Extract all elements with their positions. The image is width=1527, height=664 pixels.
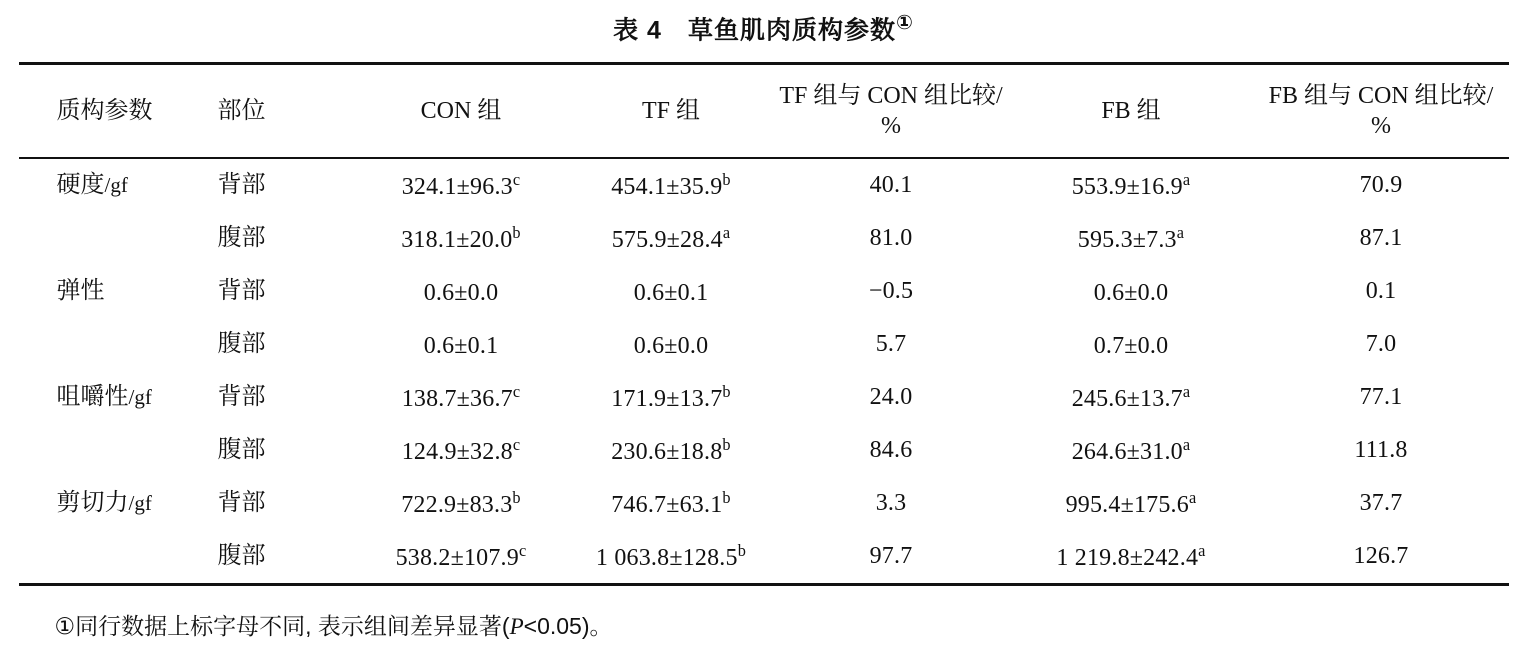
cell-fb-vs-con: 87.1 bbox=[1359, 225, 1403, 252]
cell-fb-value: 1 219.8±242.4$^a$ bbox=[1009, 530, 1254, 585]
table-caption-text: 表 4 草鱼肌肉质构参数 bbox=[613, 16, 896, 45]
cell-tf-value: 454.1±35.9$^b$ bbox=[569, 158, 774, 212]
cell-tf-value: 230.6±18.8$^b$ bbox=[611, 434, 731, 465]
cell-fb-value: 0.6±0.0 bbox=[1093, 279, 1169, 306]
cell-site: 背部 bbox=[204, 158, 354, 212]
cell-tf-value: 171.9±13.7$^b$ bbox=[611, 381, 731, 412]
texture-parameters-table bbox=[19, 62, 1509, 586]
table-row bbox=[19, 212, 1509, 265]
table-head bbox=[19, 64, 1509, 159]
cell-fb-vs-con: 37.7 bbox=[1359, 490, 1403, 517]
cell-con-value: 0.6±0.1 bbox=[423, 332, 499, 359]
cell-site: 腹部 bbox=[217, 436, 266, 464]
footnote-stat-value: <0.05 bbox=[523, 613, 582, 640]
table-row bbox=[19, 477, 1509, 530]
cell-fb-vs-con: 7.0 bbox=[1365, 331, 1397, 358]
cell-tf-vs-con: 5.7 bbox=[875, 331, 907, 358]
table-row bbox=[19, 424, 1509, 477]
cell-fb-vs-con: 77.1 bbox=[1359, 384, 1403, 411]
cell-fb-vs-con: 70.9 bbox=[1254, 158, 1509, 212]
cell-tf-value: 746.7±63.1$^b$ bbox=[611, 487, 731, 518]
cell-con-value: 318.1±20.0$^b$ bbox=[401, 222, 521, 253]
cell-con-value: 138.7±36.7$^c$ bbox=[401, 381, 521, 412]
table-caption bbox=[0, 0, 1527, 62]
cell-parameter bbox=[19, 212, 204, 265]
cell-tf-vs-con: 97.7 bbox=[774, 530, 1009, 585]
footnote-period: 。 bbox=[589, 613, 613, 640]
cell-parameter: 弹性 bbox=[56, 277, 105, 305]
cell-tf-value: 0.6±0.1 bbox=[633, 279, 709, 306]
cell-tf-vs-con: 24.0 bbox=[869, 384, 913, 411]
cell-tf-vs-con: 40.1 bbox=[774, 158, 1009, 212]
cell-fb-value: 553.9±16.9$^a$ bbox=[1009, 158, 1254, 212]
column-header-fb-vs-con: FB 组与 CON 组比较/ % bbox=[1254, 64, 1509, 159]
cell-fb-value: 245.6±13.7$^a$ bbox=[1071, 381, 1191, 412]
cell-site: 背部 bbox=[217, 383, 266, 411]
cell-parameter: 剪切力/gf bbox=[56, 489, 152, 517]
cell-fb-vs-con: 0.1 bbox=[1365, 278, 1397, 305]
cell-con-value: 324.1±96.3$^c$ bbox=[354, 158, 569, 212]
table-body bbox=[19, 158, 1509, 585]
cell-fb-value: 0.7±0.0 bbox=[1093, 332, 1169, 359]
column-header-fb-group: FB 组 bbox=[1009, 64, 1254, 159]
cell-site: 腹部 bbox=[217, 330, 266, 358]
footnote-mark: ① bbox=[54, 614, 76, 641]
table-header-row bbox=[19, 64, 1509, 159]
cell-tf-value: 0.6±0.0 bbox=[633, 332, 709, 359]
cell-site: 背部 bbox=[217, 489, 266, 517]
cell-tf-vs-con: −0.5 bbox=[868, 278, 914, 305]
table-footnote bbox=[19, 586, 1509, 641]
cell-con-value: 124.9±32.8$^c$ bbox=[401, 434, 521, 465]
table-row bbox=[19, 371, 1509, 424]
cell-tf-value: 1 063.8±128.5$^b$ bbox=[569, 530, 774, 585]
cell-parameter bbox=[19, 530, 204, 585]
footnote-text: 同行数据上标字母不同, 表示组间差异显著 bbox=[75, 613, 502, 640]
cell-fb-vs-con: 126.7 bbox=[1254, 530, 1509, 585]
cell-site: 腹部 bbox=[204, 530, 354, 585]
cell-fb-value: 264.6±31.0$^a$ bbox=[1071, 434, 1191, 465]
cell-tf-vs-con: 3.3 bbox=[875, 490, 907, 517]
cell-con-value: 0.6±0.0 bbox=[423, 279, 499, 306]
cell-tf-vs-con: 84.6 bbox=[869, 437, 913, 464]
cell-fb-vs-con: 111.8 bbox=[1354, 437, 1408, 464]
table-row bbox=[19, 158, 1509, 212]
column-header-tf-group: TF 组 bbox=[569, 64, 774, 159]
cell-tf-vs-con: 81.0 bbox=[869, 225, 913, 252]
cell-tf-value: 575.9±28.4$^a$ bbox=[611, 222, 731, 253]
cell-con-value: 722.9±83.3$^b$ bbox=[401, 487, 521, 518]
table-caption-footnote-mark: ① bbox=[895, 10, 914, 34]
column-header-site: 部位 bbox=[204, 64, 354, 159]
table-row bbox=[19, 265, 1509, 318]
cell-site: 腹部 bbox=[217, 224, 266, 252]
table-row bbox=[19, 530, 1509, 585]
cell-site: 背部 bbox=[217, 277, 266, 305]
cell-parameter bbox=[19, 424, 204, 477]
cell-parameter: 咀嚼性/gf bbox=[56, 383, 152, 411]
cell-parameter: 硬度/gf bbox=[19, 158, 204, 212]
footnote-stat-symbol: P bbox=[509, 614, 524, 640]
footnote-paren-close: ) bbox=[581, 613, 590, 640]
cell-fb-value: 595.3±7.3$^a$ bbox=[1077, 222, 1185, 253]
cell-fb-value: 995.4±175.6$^a$ bbox=[1065, 487, 1197, 518]
column-header-parameter: 质构参数 bbox=[19, 64, 204, 159]
column-header-con-group: CON 组 bbox=[354, 64, 569, 159]
column-header-tf-vs-con: TF 组与 CON 组比较/ % bbox=[774, 64, 1009, 159]
footnote-paren-open: ( bbox=[501, 613, 510, 640]
cell-con-value: 538.2±107.9$^c$ bbox=[354, 530, 569, 585]
cell-parameter bbox=[19, 318, 204, 371]
table-row bbox=[19, 318, 1509, 371]
